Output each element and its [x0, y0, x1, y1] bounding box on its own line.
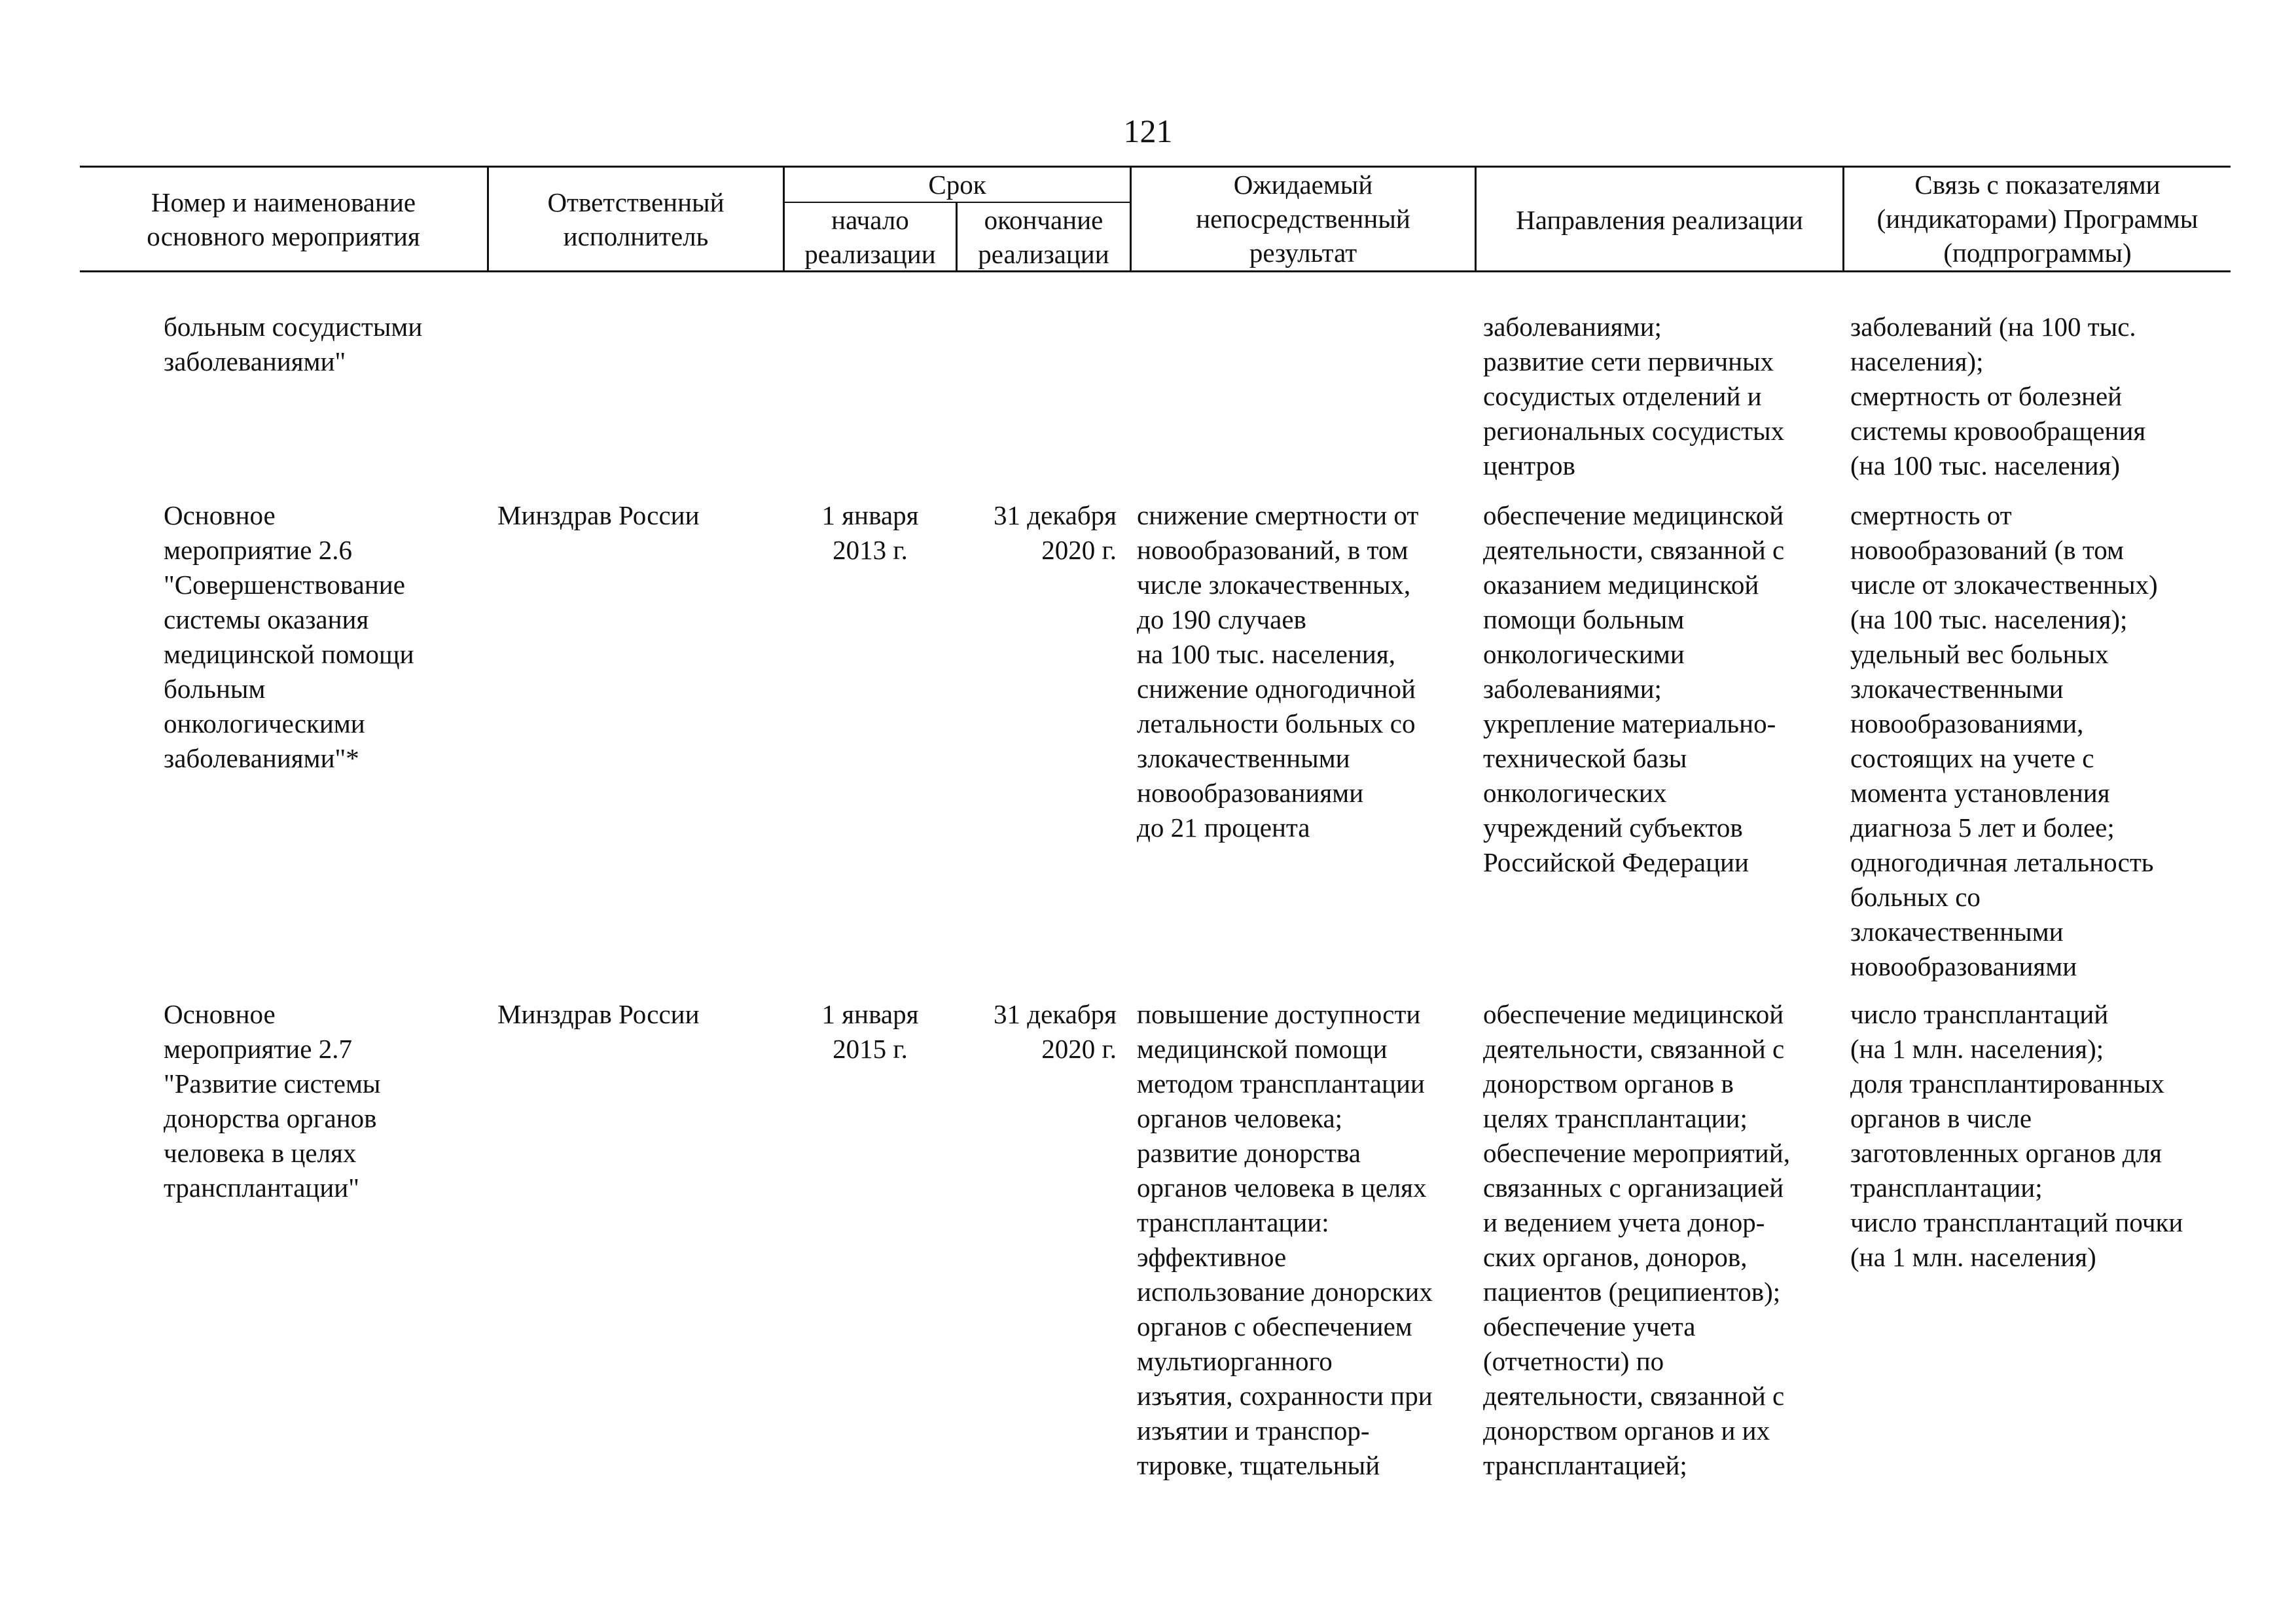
header-directions: Направления реализации — [1516, 205, 1803, 235]
row-activity-name: Основное мероприятие 2.6 "Совершенствование системы оказания медицинской помощи больным онкологическими заболеваниями"* — [164, 500, 414, 773]
row-end-date: 31 декабря 2020 г. — [993, 999, 1117, 1064]
header-indicators: Связь с показателями (индикаторами) Программы (подпрограммы) — [1876, 170, 2198, 268]
row-indicators: смертность от новообразований (в том числе от злокачественных) (на 100 тыс. населения); удельный вес больных злокачественными новообразованиями, состоящих на учете с момента установления диагноза 5 лет и более; одногодичная летальность больных со злокачественными новообразованиями — [1850, 500, 2158, 981]
row-indicators: заболеваний (на 100 тыс. населения); смертность от болезней системы кровообращения (на 100 тыс. населения) — [1850, 312, 2146, 481]
row-end-date: 31 декабря 2020 г. — [993, 500, 1117, 565]
header-term: Срок — [928, 170, 986, 200]
row-executor: Минздрав России — [497, 999, 700, 1029]
page-number: 121 — [1123, 113, 1173, 149]
row-activity-name: Основное мероприятие 2.7 "Развитие системы донорства органов человека в целях трансплантации" — [164, 999, 381, 1203]
header-end: окончание реализации — [978, 205, 1109, 269]
header-start: начало реализации — [804, 205, 936, 269]
row-directions: заболеваниями; развитие сети первичных сосудистых отделений и региональных сосудистых центров — [1483, 312, 1785, 481]
row-executor: Минздрав России — [497, 500, 700, 530]
row-start-date: 1 января 2015 г. — [821, 999, 919, 1064]
row-directions: обеспечение медицинской деятельности, связанной с донорством органов в целях трансплантации; обеспечение мероприятий, связанных с организацией и ведением учета донор- ских органов, доноров, пациентов (реципиентов); обеспечение учета (отчетности) по деятельности, связанной с донорством органов и их трансплантацией; — [1483, 999, 1790, 1480]
row-start-date: 1 января 2013 г. — [821, 500, 919, 565]
row-expected-result: снижение смертности от новообразований, в том числе злокачественных, до 190 случаев на 100 тыс. населения, снижение одногодичной летальности больных со злокачественными новообразованиями до 21 процента — [1137, 500, 1419, 843]
header-activity: Номер и наименование основного мероприятия — [147, 187, 420, 251]
row-expected-result: повышение доступности медицинской помощи методом трансплантации органов человека; развитие донорства органов человека в целях трансплантации: эффективное использование донорских органов с обеспечением мультиорганного изъятия, сохранности при изъятии и транспор- тировке, тщательный — [1137, 999, 1433, 1480]
row-directions: обеспечение медицинской деятельности, связанной с оказанием медицинской помощи больным онкологическими заболеваниями; укрепление материально- технической базы онкологических учреждений субъектов Российской Федерации — [1483, 500, 1785, 877]
row-indicators: число трансплантаций (на 1 млн. населения); доля трансплантированных органов в числе заготовленных органов для трансплантации; число трансплантаций почки (на 1 млн. населения) — [1850, 999, 2183, 1272]
header-result: Ожидаемый непосредственный результат — [1196, 170, 1410, 268]
header-executor: Ответственный исполнитель — [547, 187, 725, 251]
row-activity-name: больным сосудистыми заболеваниями" — [164, 312, 423, 376]
header-bottom-rule — [80, 270, 2231, 272]
